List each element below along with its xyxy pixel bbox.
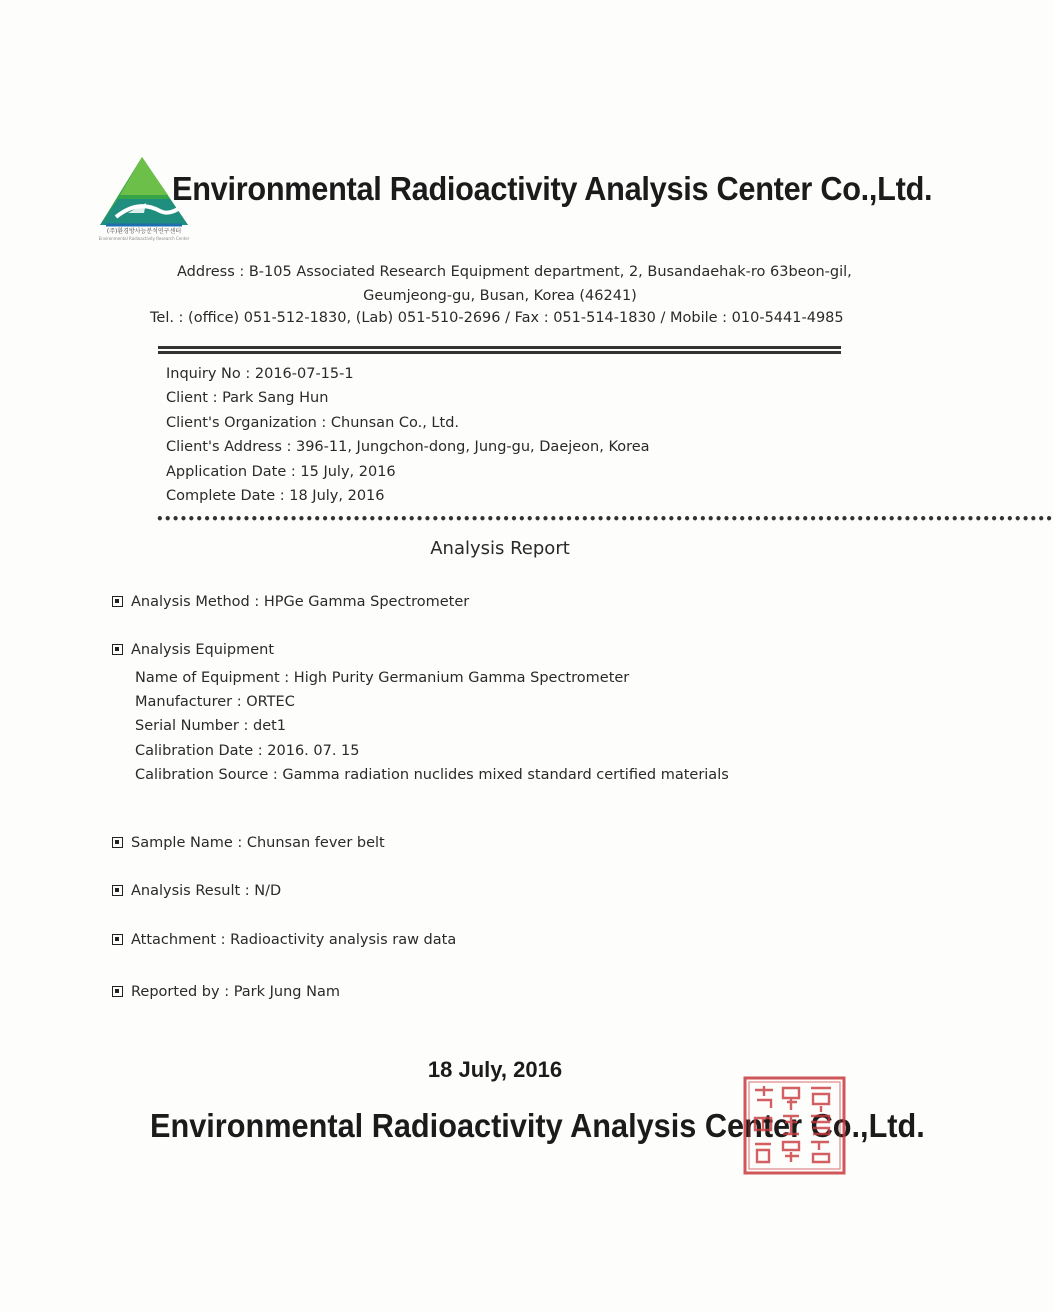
equipment-name: Name of Equipment : High Purity Germanium Gamma Spectrometer xyxy=(135,670,630,686)
calibration-date: Calibration Date : 2016. 07. 15 xyxy=(135,742,360,759)
address-line-2: Geumjeong-gu, Busan, Korea (46241) xyxy=(363,288,637,304)
bullet-box-icon xyxy=(112,596,123,607)
inquiry-info xyxy=(166,362,650,508)
reported-by-text: Reported by : Park Jung Nam xyxy=(131,984,340,1000)
calibration-source: Calibration Source : Gamma radiation nuclides mixed standard certified materials xyxy=(135,766,729,783)
company-seal-stamp xyxy=(743,1076,846,1175)
issue-date: 18 July, 2016 xyxy=(427,1057,563,1082)
logo-subcaption: Environmental Radioactivity Research Center xyxy=(98,236,190,241)
bullet-box-icon xyxy=(112,934,123,945)
analysis-result xyxy=(112,883,281,899)
analysis-equipment-text: Analysis Equipment xyxy=(131,642,275,658)
analysis-method xyxy=(112,594,469,610)
client-address: Client's Address : 396-11, Jungchon-dong, Jung-gu, Daejeon, Korea xyxy=(166,439,650,456)
company-title: Environmental Radioactivity Analysis Center Co.,Ltd. xyxy=(172,170,933,207)
analysis-result-text: Analysis Result : N/D xyxy=(131,883,282,899)
footer-company-name: Environmental Radioactivity Analysis Center Co.,Ltd. xyxy=(150,1107,925,1144)
contact-numbers: Tel. : (office) 051-512-1830, (Lab) 051-510-2696 / Fax : 051-514-1830 / Mobile : 010-5441-4985 xyxy=(150,310,844,326)
address-line-1: Address : B-105 Associated Research Equipment department, 2, Busandaehak-ro 63beon-gil, xyxy=(177,264,852,280)
sample-name-text: Sample Name : Chunsan fever belt xyxy=(131,835,385,851)
inquiry-number: Inquiry No : 2016-07-15-1 xyxy=(166,366,354,382)
company-address xyxy=(150,260,870,308)
equipment-serial: Serial Number : det1 xyxy=(135,718,287,735)
attachment-text: Attachment : Radioactivity analysis raw data xyxy=(131,932,457,948)
bullet-box-icon xyxy=(112,837,123,848)
analysis-equipment-heading xyxy=(112,642,274,658)
report-title: Analysis Report xyxy=(430,538,570,559)
header-divider xyxy=(158,346,841,354)
client-name: Client : Park Sang Hun xyxy=(166,390,329,407)
bullet-box-icon xyxy=(112,885,123,896)
client-organization: Client's Organization : Chunsan Co., Ltd. xyxy=(166,414,460,431)
logo-caption: (주)환경방사능분석연구센터 xyxy=(106,228,182,235)
bullet-box-icon xyxy=(112,986,123,997)
red-seal-icon xyxy=(743,1076,846,1175)
complete-date: Complete Date : 18 July, 2016 xyxy=(166,488,385,505)
bullet-box-icon xyxy=(112,644,123,655)
attachment xyxy=(112,932,456,948)
dotted-separator: •••••••••••••••••••••••••••••••••••••••••••••••••••••••••••••••••••••••••••••••••••••••••••••••••••••••••••••••••• xyxy=(156,512,1053,526)
analysis-method-text: Analysis Method : HPGe Gamma Spectrometer xyxy=(131,594,470,610)
application-date: Application Date : 15 July, 2016 xyxy=(166,463,396,480)
sample-name xyxy=(112,835,385,851)
equipment-details xyxy=(135,666,729,787)
reported-by xyxy=(112,984,340,1000)
equipment-manufacturer: Manufacturer : ORTEC xyxy=(135,694,295,711)
